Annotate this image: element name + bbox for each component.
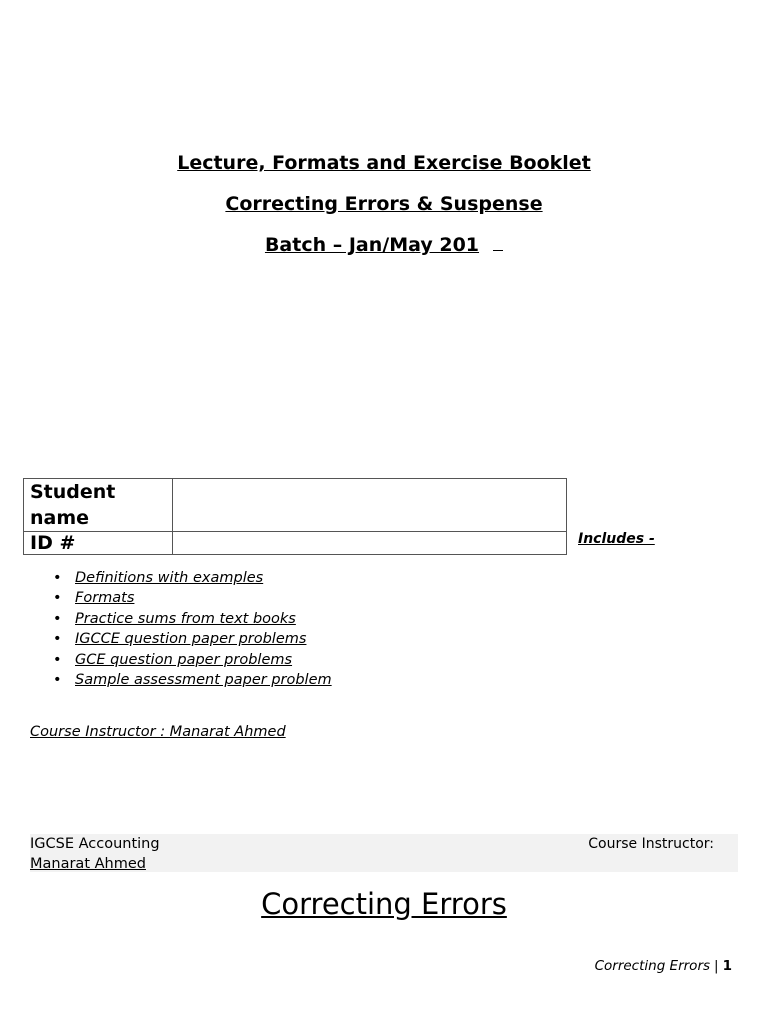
batch-text: Batch – Jan/May 201 (264, 234, 480, 256)
student-info-table (23, 478, 567, 555)
bullet-icon: • (53, 631, 62, 648)
includes-list (53, 568, 332, 690)
section-title: Correcting Errors (261, 887, 507, 921)
list-item (53, 609, 332, 629)
list-item (53, 629, 332, 649)
list-item (53, 670, 332, 690)
student-id-field[interactable] (173, 532, 567, 555)
list-item (53, 588, 332, 608)
list-item-text: Practice sums from text books (75, 610, 296, 627)
booklet-subtitle: Correcting Errors & Suspense (225, 193, 543, 215)
page-number: 1 (722, 958, 732, 974)
course-instructor-line: Course Instructor : Manarat Ahmed (30, 724, 286, 740)
list-item-text: Sample assessment paper problem (75, 672, 332, 689)
page-header-left (30, 834, 160, 874)
list-item-text: Formats (75, 590, 135, 607)
bullet-icon: • (53, 570, 62, 586)
instructor-label: Course Instructor: (588, 836, 714, 852)
bullet-icon: • (53, 651, 62, 668)
student-name-field[interactable] (173, 479, 567, 532)
includes-label: Includes - (578, 531, 655, 547)
list-item-text: GCE question paper problems (75, 651, 293, 668)
student-id-label: ID # (24, 532, 173, 555)
subject-title: IGCSE Accounting (30, 836, 160, 852)
page-header (30, 834, 738, 872)
page-footer (595, 958, 732, 974)
list-item-text: IGCCE question paper problems (75, 631, 307, 648)
footer-separator: | (714, 958, 719, 974)
footer-title: Correcting Errors (594, 958, 711, 974)
booklet-title: Lecture, Formats and Exercise Booklet (177, 152, 591, 174)
bullet-icon: • (53, 610, 62, 627)
bullet-icon: • (53, 672, 62, 689)
batch-year-blank (493, 249, 503, 251)
list-item (53, 650, 332, 670)
list-item-text: Definitions with examples (75, 570, 264, 586)
batch-line (0, 234, 768, 256)
list-item (53, 568, 332, 588)
student-name-row (24, 479, 567, 532)
student-name-label: Student name (24, 479, 173, 532)
student-id-row (24, 532, 567, 555)
bullet-icon: • (53, 590, 62, 607)
instructor-name: Manarat Ahmed (30, 856, 146, 872)
